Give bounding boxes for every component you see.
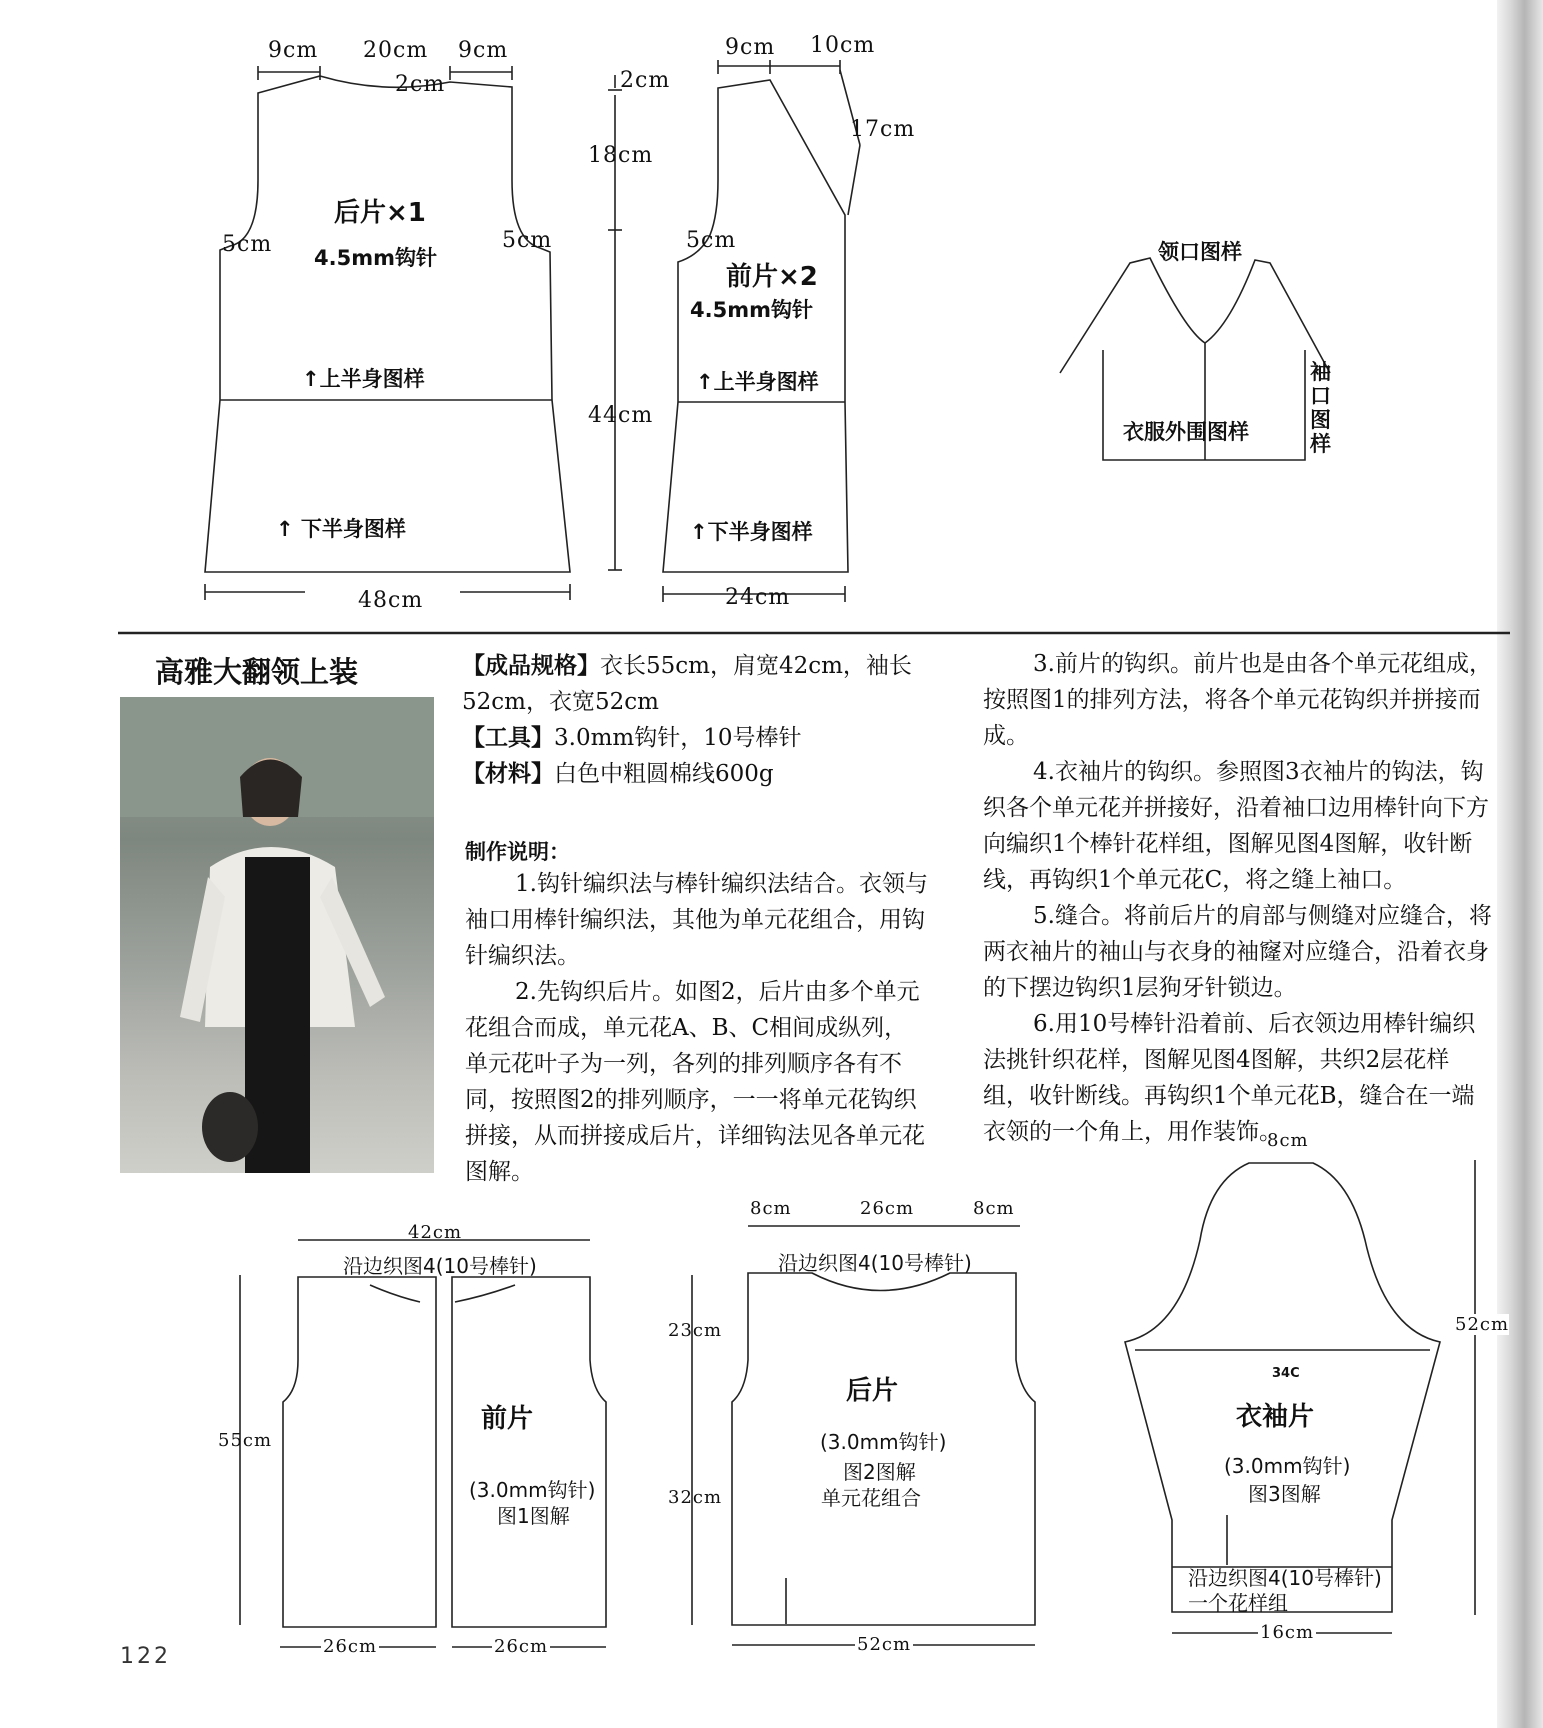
sleeve-bottom: 16cm <box>1260 1622 1315 1643</box>
sleeve-hook: (3.0mm钩针) <box>1224 1454 1351 1478</box>
sleeve-outline <box>1125 1163 1440 1612</box>
instruction-paragraph: 3.前片的钩织。前片也是由各个单元花组成，按照图1的排列方法，将各个单元花钩织并拼接而成。 <box>983 651 1492 749</box>
back-upper-pattern-label: ↑上半身图样 <box>302 367 425 391</box>
bottom-back-edge-note: 沿边织图4(10号棒针) <box>778 1251 972 1275</box>
bottom-back-top-mid: 26cm <box>860 1198 915 1219</box>
back-neck-dim: 20cm <box>363 38 429 63</box>
front-bottom-dim: 24cm <box>725 585 791 610</box>
instruction-paragraph: 2.先钩织后片。如图2，后片由多个单元花组合而成，单元花A、B、C相间成纵列，单元花叶子为一列，各列的排列顺序各有不同，按照图2的排列顺序，一一将单元花钩织拼接，从而拼接成后片，详细钩法见各单元花图解。 <box>465 979 925 1185</box>
bottom-back-upper-height: 23cm <box>668 1320 723 1341</box>
front-neck-depth-dim: 17cm <box>850 117 916 142</box>
front-shoulder-dim: 9cm <box>725 35 776 60</box>
front-neck-dim: 10cm <box>810 33 876 58</box>
back-piece-hook: 4.5mm钩针 <box>314 246 437 270</box>
bottom-front-edge-note: 沿边织图4(10号棒针) <box>343 1254 537 1278</box>
specs-block <box>462 648 932 792</box>
sleeve-length: 52cm <box>1455 1314 1510 1335</box>
instructions-right-column <box>983 646 1493 1150</box>
outline-collar-label: 领口图样 <box>1158 240 1242 264</box>
instruction-paragraph: 4.衣袖片的钩织。参照图3衣袖片的钩法，钩织各个单元花并拼接好，沿着袖口边用棒针向下方向编织1个棒针花样组，图解见图4图解，收针断线，再钩织1个单元花C，将之缝上袖口。 <box>983 759 1489 893</box>
sleeve-cuff-note: 沿边织图4(10号棒针) <box>1188 1566 1382 1590</box>
model-figure <box>120 697 434 1173</box>
instructions-heading: 制作说明： <box>465 840 570 864</box>
bottom-back-hook: (3.0mm钩针) <box>820 1430 947 1454</box>
bottom-front-height: 55cm <box>218 1430 273 1451</box>
back-shoulder-right-dim: 9cm <box>458 38 509 63</box>
outline-hem-label: 衣服外围图样 <box>1123 420 1249 444</box>
sleeve-cuff-note2: 一个花样组 <box>1188 1591 1288 1615</box>
bottom-back-top-right: 8cm <box>973 1198 1015 1219</box>
vertical-lower-dim: 44cm <box>588 403 654 428</box>
back-shoulder-left-dim: 9cm <box>268 38 319 63</box>
bottom-front-top-width: 42cm <box>408 1222 463 1243</box>
back-lower-pattern-label: ↑ 下半身图样 <box>276 517 406 541</box>
sleeve-width-label: 34C <box>1272 1366 1300 1381</box>
back-armhole-right-dim: 5cm <box>502 228 553 253</box>
bottom-front-title: 前片 <box>481 1404 534 1434</box>
model-photo <box>120 697 434 1173</box>
outline-cuff-label: 袖口图样 <box>1310 360 1331 456</box>
back-bottom-dim: 48cm <box>358 588 424 613</box>
jacket-outline-sketch <box>1060 258 1330 373</box>
bottom-front-bottom-right: 26cm <box>494 1636 549 1657</box>
vertical-upper-dim: 18cm <box>588 143 654 168</box>
bottom-front-chart: 图1图解 <box>497 1504 570 1528</box>
front-armhole-dim: 5cm <box>686 228 737 253</box>
instruction-paragraph: 5.缝合。将前后片的肩部与侧缝对应缝合，将两衣袖片的袖山与衣身的袖窿对应缝合，沿着衣身的下摆边钩织1层狗牙针锁边。 <box>983 903 1492 1001</box>
spec-line-size: 【成品规格】衣长55cm，肩宽42cm，袖长52cm，衣宽52cm <box>462 653 912 715</box>
bottom-back-chart: 图2图解 <box>843 1460 916 1484</box>
bottom-back-chart2: 单元花组合 <box>821 1486 921 1510</box>
bottom-front-hook: (3.0mm钩针) <box>469 1478 596 1502</box>
back-armhole-left-dim: 5cm <box>222 232 273 257</box>
back-neck-drop-dim: 2cm <box>395 72 446 97</box>
front-piece-outline <box>663 80 848 572</box>
back-piece-outline <box>205 76 570 572</box>
bottom-back-top-left: 8cm <box>750 1198 792 1219</box>
bottom-front-bottom-left: 26cm <box>323 1636 378 1657</box>
back-piece-title: 后片×1 <box>334 198 426 228</box>
bottom-back-bottom: 52cm <box>857 1634 912 1655</box>
instructions-left-column <box>465 866 930 1190</box>
front-piece-hook: 4.5mm钩针 <box>690 298 813 322</box>
sleeve-cap-top: 8cm <box>1267 1130 1309 1151</box>
bottom-front-right <box>452 1277 606 1627</box>
front-lower-pattern-label: ↑下半身图样 <box>690 520 813 544</box>
bottom-back-lower-height: 32cm <box>668 1487 723 1508</box>
sleeve-chart: 图3图解 <box>1248 1482 1321 1506</box>
bottom-front-left <box>283 1277 436 1627</box>
spec-line-material: 【材料】白色中粗圆棉线600g <box>462 761 774 787</box>
page-number: 122 <box>120 1644 171 1669</box>
article-title: 高雅大翻领上装 <box>155 655 359 689</box>
vertical-top-dim: 2cm <box>620 68 671 93</box>
front-piece-title: 前片×2 <box>726 262 818 292</box>
instruction-paragraph: 6.用10号棒针沿着前、后衣领边用棒针编织法挑针织花样，图解见图4图解，共织2层花样组，收针断线。再钩织1个单元花B，缝合在一端衣领的一个角上，用作装饰。 <box>983 1011 1476 1145</box>
sleeve-title: 衣袖片 <box>1236 1402 1315 1432</box>
front-upper-pattern-label: ↑上半身图样 <box>696 370 819 394</box>
bottom-back-title: 后片 <box>846 1376 899 1406</box>
instruction-paragraph: 1.钩针编织法与棒针编织法结合。衣领与袖口用棒针编织法，其他为单元花组合，用钩针编织法。 <box>465 871 928 969</box>
spec-line-tools: 【工具】3.0mm钩针，10号棒针 <box>462 725 802 751</box>
